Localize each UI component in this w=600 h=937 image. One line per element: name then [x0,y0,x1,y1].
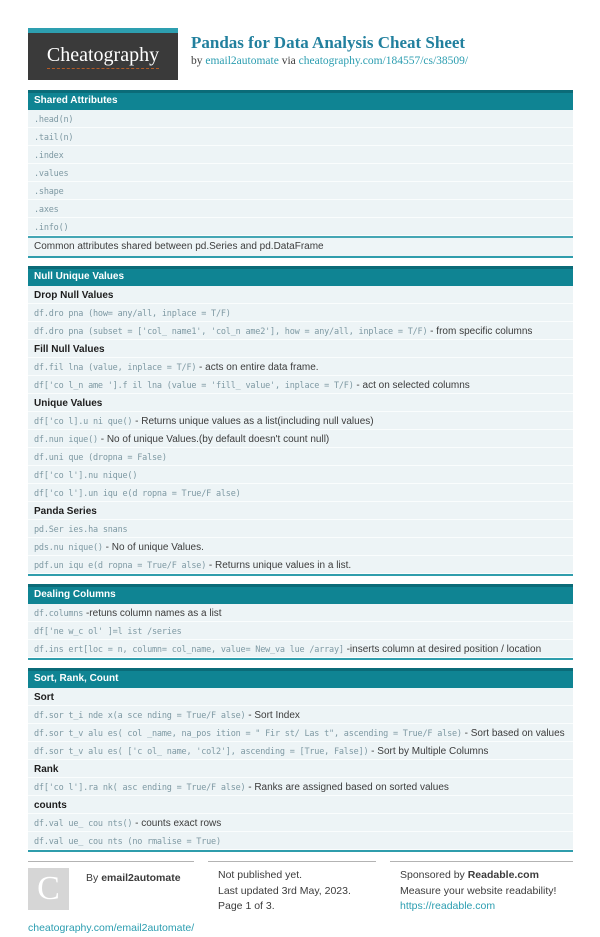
section-title: Dealing Columns [34,589,116,600]
code-row [28,520,573,538]
section-title: Null Unique Values [34,271,125,282]
footer-author-row [28,868,194,910]
byline-via-label: via [281,55,296,67]
section-header [28,668,573,688]
author-profile-link[interactable]: cheatography.com/email2automate/ [28,922,195,934]
section-subheader-row [28,760,573,778]
code-snippet: df.ins ert[loc = n, column= col_name, value= New_va lue /array] [34,645,344,655]
code-snippet: df['ne w_c ol' ]=l ist /series [34,627,182,637]
code-snippet: pds.nu nique() [34,543,103,553]
code-row [28,556,573,574]
code-row [28,376,573,394]
code-snippet: df.uni que (dropna = False) [34,453,167,463]
section [28,668,573,852]
code-row [28,484,573,502]
code-description: -retuns column names as a list [83,608,222,619]
code-snippet: pd.Ser ies.ha snans [34,525,128,535]
code-snippet: df['co l].u ni que() [34,417,133,427]
section-subheader-row [28,394,573,412]
code-description: - act on selected columns [353,380,470,391]
page-title: Pandas for Data Analysis Cheat Sheet [191,33,466,52]
cheatography-logo-text: Cheatography [47,44,159,69]
code-snippet: df.nun ique() [34,435,98,445]
byline [191,55,468,67]
code-row [28,412,573,430]
cheatography-logo[interactable] [28,28,178,80]
footer-byline [86,868,181,910]
code-snippet: df.sor t_i nde x(a sce nding = True/F alse) [34,711,246,721]
code-snippet: df['co l'].ra nk( asc ending = True/F alse) [34,783,246,793]
code-snippet: df.sor t_v alu es( ['c ol_ name, 'col2'], ascending = [True, False]) [34,747,369,757]
code-row [28,466,573,484]
code-snippet: .index [34,151,64,161]
code-row [28,200,573,218]
code-snippet: df.dro pna (subset = ['col_ name1', 'col_n ame2'], how = any/all, inplace = T/F) [34,327,428,337]
code-snippet: .axes [34,205,59,215]
code-description: - Sort by Multiple Columns [368,746,489,757]
code-description: - Sort Index [245,710,300,721]
cheatography-c-logo[interactable] [28,868,69,910]
code-snippet: .values [34,169,69,179]
section-header [28,266,573,286]
section-subheader-row [28,286,573,304]
subheader-label: Drop Null Values [34,290,114,301]
code-row [28,724,573,742]
subheader-label: Fill Null Values [34,344,105,355]
code-description: - No of unique Values. [102,542,204,553]
code-description: - acts on entire data frame. [196,362,319,373]
code-snippet: df.fil lna (value, inplace = T/F) [34,363,197,373]
code-row [28,706,573,724]
code-description: - counts exact rows [132,818,222,829]
code-row [28,218,573,236]
code-row [28,448,573,466]
code-row [28,110,573,128]
section-title: Shared Attributes [34,95,118,106]
code-row [28,164,573,182]
publish-status: Not published yet. [218,869,303,881]
code-snippet: .head(n) [34,115,74,125]
code-row [28,814,573,832]
code-snippet: df['co l'].un iqu e(d ropna = True/F alse) [34,489,241,499]
code-row [28,358,573,376]
code-row [28,146,573,164]
footer-author-column [28,861,194,937]
code-row [28,622,573,640]
code-snippet: df['co l'].nu nique() [34,471,138,481]
sheet-url-link[interactable]: cheatography.com/184557/cs/38509/ [298,55,469,67]
code-snippet: .shape [34,187,64,197]
section [28,90,573,258]
sponsor-prefix: Sponsored by [400,869,468,881]
code-snippet: df.val ue_ cou nts (no rmalise = True) [34,837,221,847]
section [28,584,573,660]
code-description: - Ranks are assigned based on sorted values [245,782,449,793]
subheader-label: Rank [34,764,59,775]
code-snippet: df.val ue_ cou nts() [34,819,133,829]
code-description: - Returns unique values in a list. [206,560,352,571]
code-snippet: df.columns [34,609,84,619]
code-snippet: df.dro pna (how= any/all, inplace = T/F) [34,309,231,319]
code-snippet: .info() [34,223,69,233]
code-row [28,604,573,622]
section [28,266,573,576]
footer-by-label: By [86,872,99,884]
code-snippet: .tail(n) [34,133,74,143]
byline-by-label: by [191,55,203,67]
section-subheader-row [28,688,573,706]
section-header [28,584,573,604]
code-row [28,832,573,850]
code-snippet: df.sor t_v alu es( col _name, na_pos ition = " Fir st/ Las t", ascending = True/F alse) [34,729,462,739]
code-description: - Returns unique values as a list(including null values) [132,416,374,427]
page-header [28,28,573,80]
footer-status-column [208,861,376,937]
code-description: - No of unique Values.(by default doesn't count null) [97,434,330,445]
code-row [28,322,573,340]
subheader-label: counts [34,800,67,811]
code-row [28,128,573,146]
sections-container [28,90,573,852]
section-subheader-row [28,340,573,358]
code-row [28,182,573,200]
section-header [28,90,573,110]
subheader-label: Panda Series [34,506,97,517]
section-note-text: Common attributes shared between pd.Series and pd.DataFrame [34,241,324,252]
section-note [28,236,573,256]
code-description: - Sort based on values [461,728,565,739]
page-footer [28,861,573,937]
code-row [28,430,573,448]
code-row [28,778,573,796]
code-description: -inserts column at desired position / location [343,644,542,655]
code-row [28,640,573,658]
section-title: Sort, Rank, Count [34,673,119,684]
subheader-label: Sort [34,692,54,703]
code-row [28,538,573,556]
sponsor-tagline: Measure your website readability! [400,884,557,897]
last-updated: Last updated 3rd May, 2023. [218,884,351,897]
sponsor-line [400,868,573,884]
sponsor-name: Readable.com [467,869,539,881]
footer-author-name: email2automate [101,872,181,884]
section-subheader-row [28,796,573,814]
sponsor-url-link[interactable]: https://readable.com [400,900,496,912]
subheader-label: Unique Values [34,398,103,409]
section-subheader-row [28,502,573,520]
code-snippet: pdf.un iqu e(d ropna = True/F alse) [34,561,207,571]
code-row [28,304,573,322]
code-description: - from specific columns [427,326,533,337]
code-row [28,742,573,760]
page-number: Page 1 of 3. [218,900,275,912]
title-block [191,28,468,80]
author-link[interactable]: email2automate [205,55,279,67]
c-logo-letter: C [37,870,60,908]
code-snippet: df['co l_n ame '].f il lna (value = 'fill_ value', inplace = T/F) [34,381,354,391]
footer-sponsor-column [390,861,573,937]
